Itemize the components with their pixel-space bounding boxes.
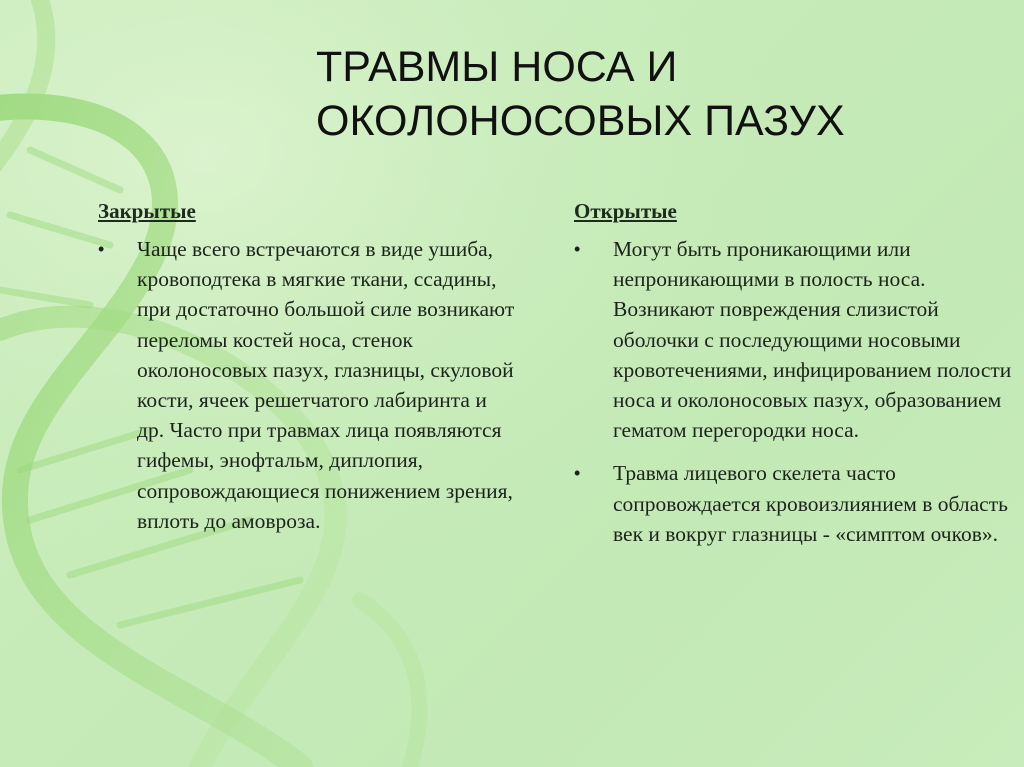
slide-title <box>316 40 996 148</box>
column-heading-closed: Закрытые <box>98 199 196 223</box>
bullet-text: Травма лицевого скелета часто сопровождается кровоизлиянием в область век и вокруг глазницы - «симптом очков». <box>613 461 1008 546</box>
column-open <box>574 196 1014 562</box>
slide-title-line-2: ОКОЛОНОСОВЫХ ПАЗУХ <box>316 97 845 145</box>
bullet-text: Могут быть проникающими или непроникающими в полость носа. Возникают повреждения слизистой оболочки с последующими носовыми кровотечениями, инфицированием полости носа и околоносовых пазух, образованием гематом перегородки носа. <box>613 237 1012 443</box>
bullet-item <box>574 458 1014 549</box>
column-heading-open: Открытые <box>574 199 677 223</box>
bullet-icon: • <box>574 239 581 259</box>
slide-title-line-1: ТРАВМЫ НОСА И <box>316 43 678 91</box>
bullet-icon: • <box>98 239 105 259</box>
bullet-list-open <box>574 234 1014 549</box>
bullet-list-closed <box>98 234 518 536</box>
bullet-item <box>98 234 518 536</box>
column-closed <box>98 196 518 549</box>
bullet-text: Чаще всего встречаются в виде ушиба, кровоподтека в мягкие ткани, ссадины, при достаточно большой силе возникают переломы костей носа, стенок околоносовых пазух, глазницы, скуловой кости, ячеек решетчатого лабиринта и др. Часто при травмах лица появляются гифемы, энофтальм, диплопия, сопровождающиеся понижением зрения, вплоть до амовроза. <box>137 237 515 533</box>
bullet-item <box>574 234 1014 445</box>
bullet-icon: • <box>574 463 581 484</box>
